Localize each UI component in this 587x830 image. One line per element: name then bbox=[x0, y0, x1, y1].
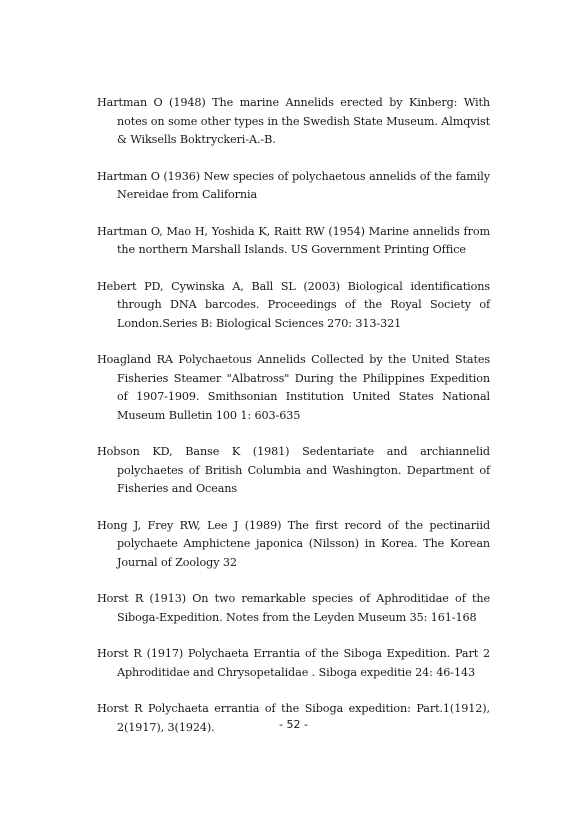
reference-entry: Hartman O (1936) New species of polychaetous annelids of the family Nereidae from California bbox=[97, 169, 490, 201]
reference-entry: Horst R (1917) Polychaeta Errantia of the Siboga Expedition. Part 2 Aphroditidae and Chrysopetalidae . Siboga expeditie 24: 46-143 bbox=[97, 647, 490, 679]
reference-entry: Hoagland RA Polychaetous Annelids Collected by the United States Fisheries Steamer "Albatross" During the Philippines Expedition of 1907-1909. Smithsonian Institution United States National Museum Bulletin 100 1: 603-635 bbox=[97, 353, 490, 422]
reference-entry: Horst R (1913) On two remarkable species of Aphroditidae of the Siboga-Expedition. Notes from the Leyden Museum 35: 161-168 bbox=[97, 592, 490, 624]
reference-list bbox=[97, 94, 490, 755]
page-number: - 52 - bbox=[279, 718, 308, 731]
reference-entry: Hartman O (1948) The marine Annelids erected by Kinberg: With notes on some other types in the Swedish State Museum. Almqvist & Wiksells Boktryckeri-A.-B. bbox=[97, 96, 491, 146]
reference-entry: Horst R Polychaeta errantia of the Siboga expedition: Part.1(1912), 2(1917), 3(1924). bbox=[97, 702, 490, 734]
reference-entry: Hong J, Frey RW, Lee J (1989) The first record of the pectinariid polychaete Amphictene japonica (Nilsson) in Korea. The Korean Journal of Zoology 32 bbox=[97, 518, 490, 569]
reference-entry: Hartman O, Mao H, Yoshida K, Raitt RW (1954) Marine annelids from the northern Marshall Islands. US Government Printing Office bbox=[97, 224, 490, 256]
reference-entry: Hebert PD, Cywinska A, Ball SL (2003) Biological identifications through DNA barcodes. Proceedings of the Royal Society of London.Series B: Biological Sciences 270: 313-321 bbox=[97, 279, 490, 330]
reference-entry: Hobson KD, Banse K (1981) Sedentariate and archiannelid polychaetes of British Columbia and Washington. Department of Fisheries and Oceans bbox=[97, 445, 490, 495]
